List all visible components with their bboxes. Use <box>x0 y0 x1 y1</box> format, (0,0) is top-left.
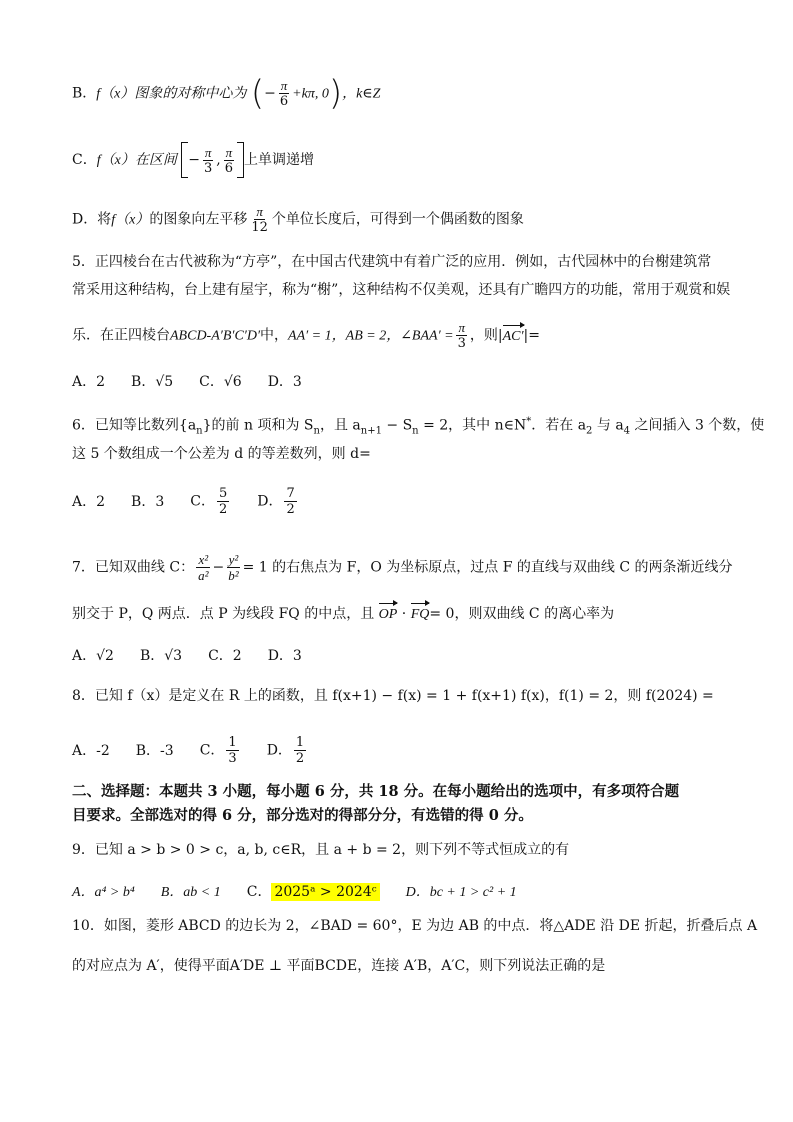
choice-d <box>257 486 299 517</box>
fraction <box>226 735 238 766</box>
q6-text: ．若在 a <box>531 417 587 434</box>
denominator: 2 <box>286 502 295 517</box>
choice-c <box>190 486 231 517</box>
left-paren: ( <box>250 73 265 114</box>
option-label: C． <box>246 884 272 900</box>
vector-text: OP <box>379 605 398 625</box>
numerator: π <box>458 320 465 335</box>
numerator: π <box>280 78 288 93</box>
option-text-tail: 个单位长度后，可得到一个偶函数的图象 <box>271 211 524 228</box>
choice-d <box>267 735 309 766</box>
subscript: 2 <box>586 425 593 437</box>
q7-line-1: 7．已知双曲线 C： $\frac{\text{x²}}{\text{a²}}$ − $\frac{\text{y²}}{\text{b²}}$ = 1 的右焦点为 F，O 为坐标原点，过点 F 的直线与双曲线 C 的两条渐近线分 <box>72 552 733 583</box>
choice-c <box>247 882 380 902</box>
choice-d: D．3 <box>267 374 302 390</box>
fraction <box>217 486 229 517</box>
numerator: x² <box>198 552 209 567</box>
numerator: 1 <box>295 735 305 750</box>
numerator: 7 <box>286 486 295 501</box>
q5-text: ，则| <box>469 327 503 344</box>
numerator: 1 <box>228 735 237 750</box>
fraction <box>278 78 290 109</box>
choice-d: D．3 <box>267 648 302 664</box>
q6-text: − S <box>381 417 413 434</box>
choice-a: A．2 <box>72 374 106 390</box>
q9-line-1: 9．已知 a > b > 0 > c，a, b, c∈R，且 a + b = 2，则下列不等式恒成立的有 <box>72 842 570 858</box>
option-label: B． <box>72 85 97 102</box>
option-text: 的图象向左平移 <box>149 211 248 228</box>
q5-line-1: 5．正四棱台在古代被称为“方亭”，在中国古代建筑中有着广泛的应用．例如，古代园林中的台榭建筑常 <box>72 254 712 270</box>
q7-text: 7．已知双曲线 C： <box>72 559 195 576</box>
fraction <box>294 735 306 766</box>
denominator: 3 <box>457 336 466 351</box>
q8-options <box>72 735 733 766</box>
q5-line-3 <box>72 320 733 351</box>
choice-b: B．√5 <box>131 374 174 390</box>
q8-line-1: 8．已知 f（x）是定义在 R 上的函数，且 f(x+1) − f(x) = 1 + f(x+1) f(x)，f(1) = 2，则 f(2024) = <box>72 688 714 704</box>
fraction <box>196 552 210 583</box>
q10-line-1: 10．如图，菱形 ABCD 的边长为 2，∠BAD = 60°，E 为边 AB 的中点．将△ADE 沿 DE 折起，折叠后点 A <box>72 918 758 934</box>
option-text-tail: 上单调递增 <box>244 152 315 168</box>
choice-b: B．3 <box>131 493 165 510</box>
denominator: 2 <box>218 502 228 517</box>
subscript: n+1 <box>360 425 382 437</box>
choice-b-text: B．ab < 1 <box>160 885 221 900</box>
expr-text: +kπ, 0 <box>292 86 329 102</box>
choice-c: C．2 <box>208 648 242 664</box>
highlighted-expression: 2025ᵃ > 2024ᶜ <box>271 883 379 901</box>
option-b-line: B．f（x）图象的对称中心为 (− $\frac{\pi}{6}$ +kπ, 0)，k∈Z <box>72 73 381 114</box>
option-d-line <box>72 204 733 235</box>
condition-text: ，AB = 2，∠BAA′ = <box>331 328 454 344</box>
fraction <box>223 145 235 176</box>
q6-text: ，且 a <box>319 417 361 434</box>
denominator: 3 <box>204 160 213 176</box>
numerator: 5 <box>218 486 228 501</box>
fraction <box>249 204 270 235</box>
q5-line-2: 常采用这种结构，台上建有屋宇，称为“榭”，这种结构不仅美观，还具有广瞻四方的功能，常用于观赏和娱 <box>72 282 731 298</box>
choice-a: A．√2 <box>72 648 114 664</box>
option-label: C． <box>190 493 215 510</box>
q6-options <box>72 486 733 517</box>
q6-line-2: 这 5 个数组成一个公差为 d 的等差数列，则 d= <box>72 446 371 462</box>
q9-options <box>72 882 733 903</box>
q7-options <box>72 646 733 666</box>
fraction <box>226 552 240 583</box>
denominator: 6 <box>224 160 234 176</box>
option-label: C． <box>72 152 97 168</box>
option-text-tail: ，k∈Z <box>342 86 381 102</box>
numerator: π <box>204 144 212 160</box>
choice-a-text: A．a⁴ > b⁴ <box>72 885 135 900</box>
denominator: 6 <box>279 94 289 109</box>
q6-text: 之间插入 3 个数，使 <box>630 417 765 434</box>
denominator: 3 <box>228 751 237 766</box>
numerator: π <box>225 144 233 160</box>
denominator: 12 <box>251 220 268 235</box>
option-label: D． <box>266 742 292 759</box>
option-text: f（x）在区间 <box>96 153 177 168</box>
option-c-line: C．f（x）在区间 − $\frac{\pi}{3}$ , $\frac{\pi}{6}$ 上单调递增 <box>72 142 733 178</box>
choice-d <box>406 882 517 903</box>
subscript: n <box>412 425 419 437</box>
fraction <box>284 486 296 517</box>
q5-text: 乐．在正四棱台 <box>72 327 170 344</box>
q6-text: 与 a <box>592 417 624 434</box>
q10-line-2: 的对应点为 A′，使得平面A′DE ⊥ 平面BCDE，连接 A′B，A′C，则下列说法正确的是 <box>72 958 606 974</box>
option-label: D． <box>257 493 283 510</box>
choice-b: B．√3 <box>139 648 183 664</box>
denominator: a² <box>198 568 209 583</box>
section-heading-line-1: 二、选择题：本题共 3 小题，每小题 6 分，共 18 分。在每小题给出的选项中，有多项符合题 <box>72 783 680 800</box>
choice-a: A．2 <box>72 493 106 510</box>
choice-b: B．-3 <box>135 742 174 759</box>
vector-text: AC′ <box>503 327 524 347</box>
right-paren: ) <box>328 73 343 114</box>
q7-line-2: 别交于 P，Q 两点．点 P 为线段 FQ 的中点，且 OP · FQ= 0，则双曲线 C 的离心率为 <box>72 604 733 625</box>
choice-c: C．√6 <box>199 374 242 390</box>
choice-c <box>200 735 241 766</box>
section-heading-line-2: 目要求。全部选对的得 6 分，部分选对的得部分分，有选错的得 0 分。 <box>72 807 533 824</box>
q5-options <box>72 372 733 392</box>
choice-a <box>72 882 135 903</box>
subscript: n <box>313 425 320 437</box>
denominator: 2 <box>295 751 305 766</box>
q7-text: = 0，则双曲线 C 的离心率为 <box>429 606 615 622</box>
subscript: n <box>196 425 203 437</box>
q6-text: }的前 n 项和为 S <box>202 417 314 434</box>
denominator: b² <box>228 568 239 583</box>
q7-text: = 1 的右焦点为 F，O 为坐标原点，过点 F 的直线与双曲线 C 的两条渐近线分 <box>242 559 733 576</box>
condition-text: AA′ = 1 <box>288 328 332 344</box>
numerator: y² <box>228 552 239 567</box>
q6-text: 6．已知等比数列{a <box>72 417 197 434</box>
option-label: C． <box>199 742 225 759</box>
q5-text: 中， <box>260 327 289 344</box>
q5-text: |= <box>523 327 540 344</box>
superscript: * <box>526 416 532 427</box>
choice-b <box>161 882 221 903</box>
choice-a: A．-2 <box>72 742 110 759</box>
fraction <box>202 145 214 176</box>
left-bracket <box>181 142 188 178</box>
option-label: D．将 <box>72 211 112 228</box>
function-text: f（x） <box>111 212 150 228</box>
numerator: π <box>256 204 263 219</box>
q6-line-1 <box>72 412 765 441</box>
vector-text: FQ <box>411 605 430 625</box>
right-bracket <box>237 142 244 178</box>
fraction <box>456 320 468 351</box>
choice-d-text: D．bc + 1 > c² + 1 <box>405 885 517 900</box>
option-text: f（x）图象的对称中心为 <box>96 86 247 102</box>
subscript: 4 <box>623 425 631 437</box>
solid-name: ABCD-A′B′C′D′ <box>170 328 261 344</box>
q7-text: 别交于 P，Q 两点．点 P 为线段 FQ 的中点，且 <box>72 606 375 622</box>
q6-text: = 2，其中 n∈N <box>418 417 527 434</box>
